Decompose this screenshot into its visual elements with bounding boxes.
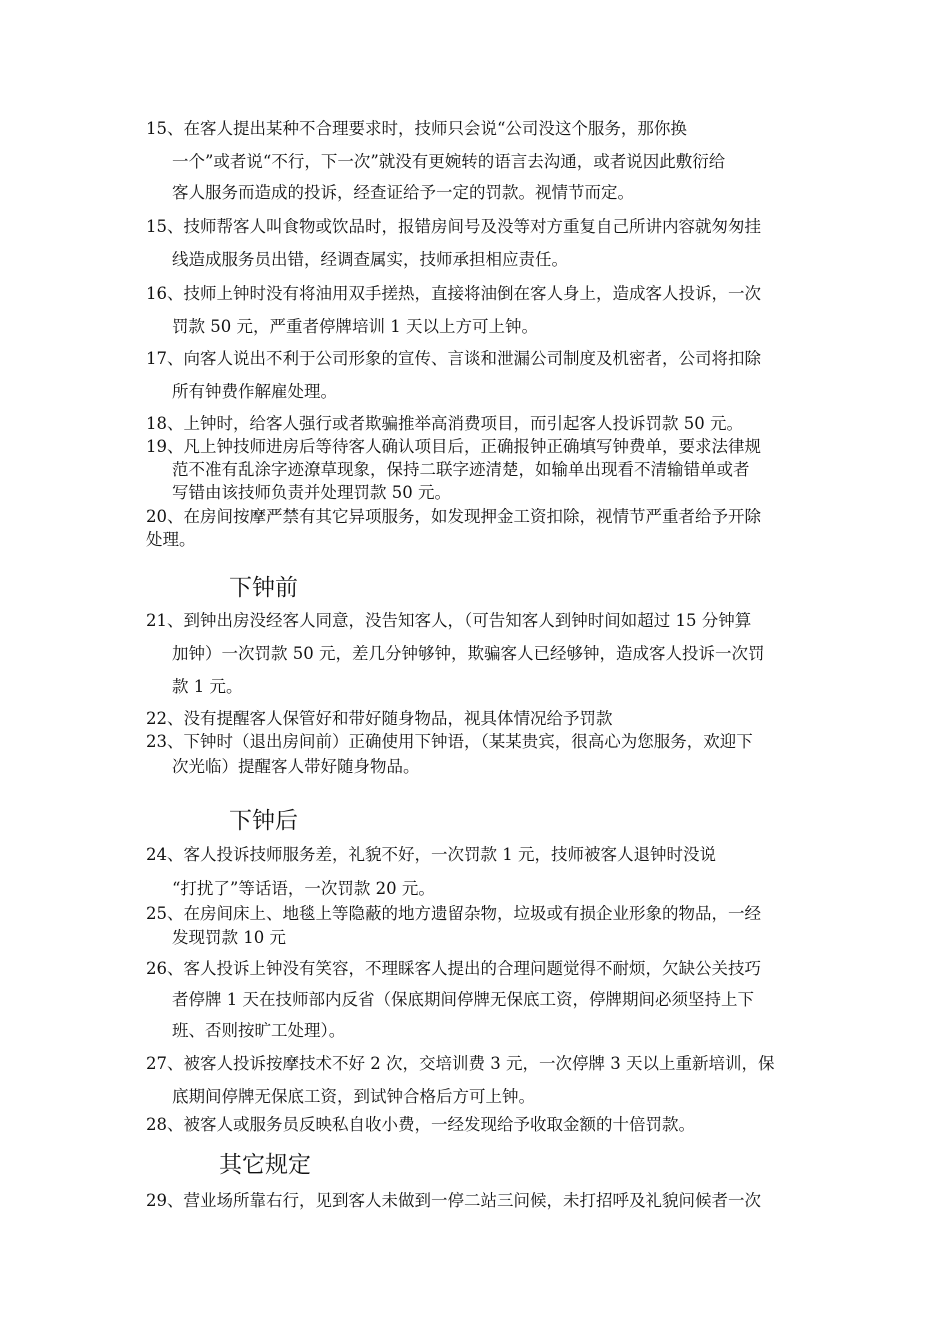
section-heading-other-rules: 其它规定 [219, 1152, 311, 1178]
rule-20-line-2: 处理。 [146, 530, 196, 549]
rule-19-line-2: 范不准有乱涂字迹潦草现象，保持二联字迹清楚，如输单出现看不清输错单或者 [172, 460, 750, 479]
rule-25-line-1: 25、在房间床上、地毯上等隐蔽的地方遗留杂物，垃圾或有损企业形象的物品，一经 [146, 904, 761, 923]
rule-16-line-1: 16、技师上钟时没有将油用双手搓热，直接将油倒在客人身上，造成客人投诉，一次 [146, 284, 761, 303]
rule-27-line-1: 27、被客人投诉按摩技术不好 2 次，交培训费 3 元，一次停牌 3 天以上重新培训，保 [146, 1054, 775, 1073]
rule-21-line-3: 款 1 元。 [172, 677, 243, 696]
rule-15a-line-1: 15、在客人提出某种不合理要求时，技师只会说“公司没这个服务，那你换 [146, 119, 687, 138]
rule-29-line-1: 29、营业场所靠右行，见到客人未做到一停二站三问候，未打招呼及礼貌问候者一次 [146, 1191, 761, 1210]
rule-21-line-1: 21、到钟出房没经客人同意，没告知客人，（可告知客人到钟时间如超过 15 分钟算 [146, 611, 752, 630]
rule-26-line-3: 班、否则按旷工处理）。 [172, 1021, 346, 1040]
rule-23-line-2: 次光临）提醒客人带好随身物品。 [172, 757, 420, 776]
rule-26-line-1: 26、客人投诉上钟没有笑容，不理睬客人提出的合理问题觉得不耐烦，欠缺公关技巧 [146, 959, 761, 978]
rule-17-line-1: 17、向客人说出不利于公司形象的宣传、言谈和泄漏公司制度及机密者，公司将扣除 [146, 349, 761, 368]
rule-15b-line-1: 15、技师帮客人叫食物或饮品时，报错房间号及没等对方重复自己所讲内容就匆匆挂 [146, 217, 761, 236]
rule-24-line-1: 24、客人投诉技师服务差，礼貌不好，一次罚款 1 元，技师被客人退钟时没说 [146, 845, 716, 864]
rule-28-line-1: 28、被客人或服务员反映私自收小费，一经发现给予收取金额的十倍罚款。 [146, 1115, 695, 1134]
section-heading-before-end: 下钟前 [229, 575, 298, 601]
rule-22-line-1: 22、没有提醒客人保管好和带好随身物品，视具体情况给予罚款 [146, 709, 613, 728]
rule-16-line-2: 罚款 50 元，严重者停牌培训 1 天以上方可上钟。 [172, 317, 538, 336]
rule-15a-line-2: 一个”或者说“不行，下一次”就没有更婉转的语言去沟通，或者说因此敷衍给 [172, 152, 726, 171]
rule-25-line-2: 发现罚款 10 元 [172, 928, 286, 947]
rule-17-line-2: 所有钟费作解雇处理。 [172, 382, 337, 401]
rule-18-line-1: 18、上钟时，给客人强行或者欺骗推举高消费项目，而引起客人投诉罚款 50 元。 [146, 414, 743, 433]
rule-23-line-1: 23、下钟时（退出房间前）正确使用下钟语，（某某贵宾，很高心为您服务，欢迎下 [146, 732, 753, 751]
rule-26-line-2: 者停牌 1 天在技师部内反省（保底期间停牌无保底工资，停牌期间必须坚持上下 [172, 990, 754, 1009]
rule-27-line-2: 底期间停牌无保底工资，到试钟合格后方可上钟。 [172, 1087, 535, 1106]
rule-15a-line-3: 客人服务而造成的投诉，经查证给予一定的罚款。视情节而定。 [172, 183, 634, 202]
rule-15b-line-2: 线造成服务员出错，经调查属实，技师承担相应责任。 [172, 250, 568, 269]
rule-19-line-1: 19、凡上钟技师进房后等待客人确认项目后，正确报钟正确填写钟费单，要求法律规 [146, 437, 761, 456]
rule-20-line-1: 20、在房间按摩严禁有其它异项服务，如发现押金工资扣除，视情节严重者给予开除 [146, 507, 761, 526]
rule-19-line-3: 写错由该技师负责并处理罚款 50 元。 [172, 483, 451, 502]
rule-24-line-2: “打扰了”等话语，一次罚款 20 元。 [172, 879, 435, 898]
section-heading-after-end: 下钟后 [229, 808, 298, 834]
rule-21-line-2: 加钟）一次罚款 50 元，差几分钟够钟，欺骗客人已经够钟，造成客人投诉一次罚 [172, 644, 765, 663]
